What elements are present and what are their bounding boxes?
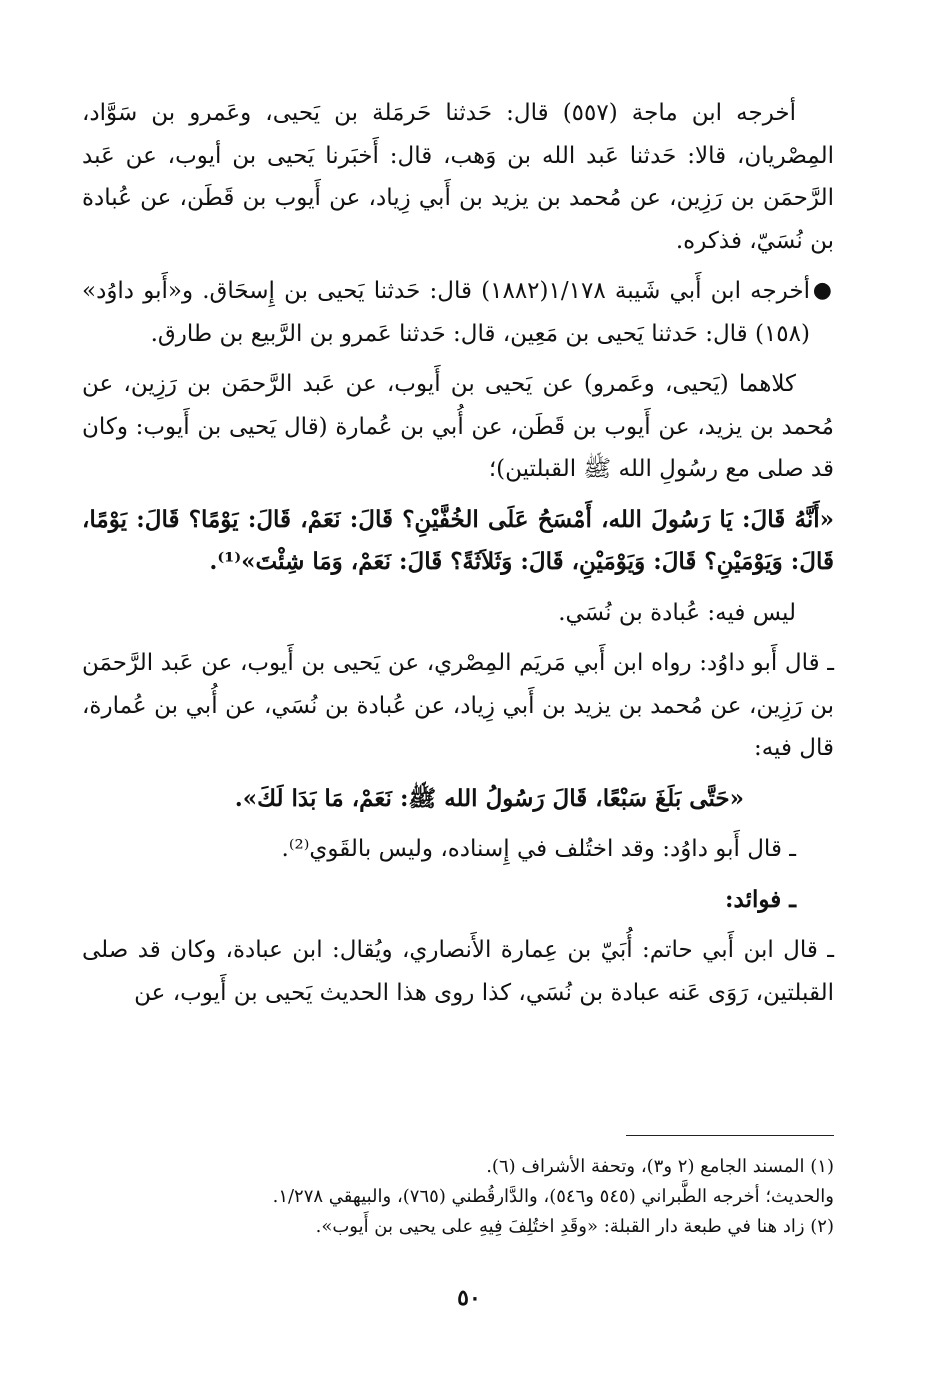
paragraph-ibn-abi-hatim: ـ قال ابن أَبي حاتم: أُبَيّ بن عِمارة الأَنصاري، ويُقال: ابن عبادة، وكان قد صلى القبلتين، رَوَى عَنه عبادة بن نُسَي، كذا روى هذا الحديث يَحيى بن أَيوب، عن	[82, 937, 834, 1006]
paragraph-ibn-majah: أخرجه ابن ماجة (٥٥٧) قال: حَدثنا حَرمَلة بن يَحيى، وعَمرو بن سَوَّاد، المِصْريان، قالا: حَدثنا عَبد الله بن وَهب، قال: أَخبَرنا يَحيى بن أيوب، عن عَبد الرَّحمَن بن رَزِين، عن مُحمد بن يزيد بن أَبي زِياد، عن أَيوب بن قَطَن، عن عُبادة بن نُسَيّ، فذكره.	[82, 100, 834, 254]
paragraph-ibn-abi-shayba-text: أخرجه ابن أَبي شَيبة ١/١٧٨(١٨٨٢) قال: حَدثنا يَحيى بن إِسحَاق. و«أَبو داوُد» (١٥٨) قال: حَدثنا يَحيى بن مَعِين، قال: حَدثنا عَمرو بن الرَّبيع بن طارق.	[82, 278, 810, 347]
page-body	[82, 92, 834, 1022]
page-number: ٥٠	[457, 1285, 481, 1311]
paragraph-abu-dawud-comment: ـ قال أَبو داوُد: وقد اختُلف في إِسناده، وليس بالقَوي⁽²⁾.	[281, 836, 796, 862]
section-heading-benefits: ـ فوائد:	[725, 885, 796, 913]
paragraph-ibn-abi-shayba	[82, 270, 834, 355]
paragraph-abu-dawud-narration: ـ قال أَبو داوُد: رواه ابن أَبي مَريَم المِصْري، عن يَحيى بن أَيوب، عن عَبد الرَّحمَن بن رَزِين، عن مُحمد بن يزيد بن أَبي زِياد، عن عُبادة بن نُسَي، عن أُبي بن عُمارة، قال فيه:	[82, 650, 834, 761]
hadith-text-seven: «حَتَّى بَلَغَ سَبْعًا، قَالَ رَسُولُ الله ﷺ: نَعَمْ، مَا بَدَا لَكَ».	[234, 784, 744, 812]
footnotes	[82, 1152, 834, 1242]
footnote-1: (١) المسند الجامع (٢ و٣)، وتحفة الأشراف (٦).	[486, 1156, 834, 1177]
bullet-icon: ●	[812, 278, 832, 303]
footnote-2: (٢) زاد هنا في طبعة دار القبلة: «وقَدِ اختُلِفَ فِيهِ على يحيى بن أَيوب».	[315, 1216, 834, 1237]
paragraph-not-included: ليس فيه: عُبادة بن نُسَي.	[558, 599, 796, 626]
hadith-text-khuffayn: «أَنَّهُ قَالَ: يَا رَسُولَ الله، أَمْسَحُ عَلَى الخُفَّيْنِ؟ قَالَ: نَعَمْ، قَالَ: يَوْمًا؟ قَالَ: يَوْمًا، قَالَ: وَيَوْمَيْنِ؟ قَالَ: وَيَوْمَيْنِ، قَالَ: وَثَلاَثَةً؟ قَالَ: نَعَمْ، وَمَا شِئْتَ»⁽¹⁾.	[82, 505, 834, 575]
footnote-separator	[626, 1135, 834, 1136]
paragraph-both-narrators: كلاهما (يَحيى، وعَمرو) عن يَحيى بن أَيوب، عن عَبد الرَّحمَن بن رَزِين، عن مُحمد بن يزيد، عن أَيوب بن قَطَن، عن أُبي بن عُمارة (قال يَحيى بن أَيوب: وكان قد صلى مع رسُولِ الله ﷺ القبلتين)؛	[82, 371, 834, 482]
footnote-1-continued: والحديث؛ أخرجه الطَّبراني (٥٤٥ و٥٤٦)، والدَّارقُطني (٧٦٥)، والبيهقي ١/٢٧٨.	[272, 1186, 834, 1207]
